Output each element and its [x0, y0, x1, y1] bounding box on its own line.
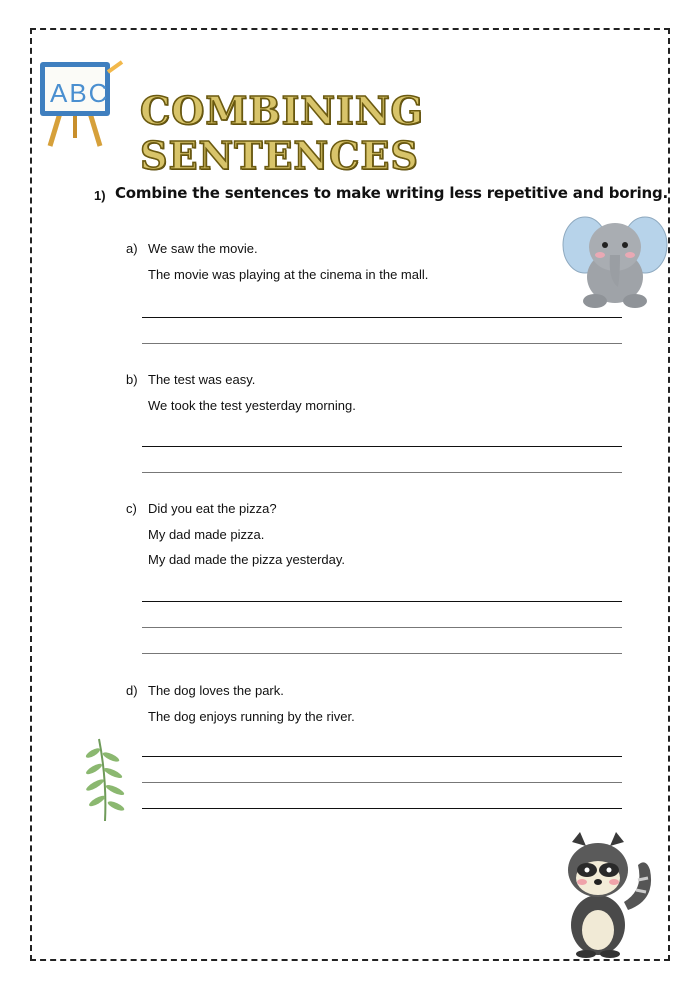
- elephant-icon: [560, 205, 670, 310]
- instruction-number: 1): [94, 188, 106, 203]
- answer-line-a-2[interactable]: [142, 343, 622, 344]
- worksheet-title: COMBINING SENTENCES: [140, 88, 424, 178]
- question-b-line-1: The test was easy.: [148, 372, 256, 387]
- answer-line-c-3[interactable]: [142, 653, 622, 654]
- question-c-line-1: Did you eat the pizza?: [148, 501, 277, 516]
- raccoon-icon: [558, 830, 658, 958]
- question-b-letter: b): [126, 372, 138, 387]
- answer-line-c-1[interactable]: [142, 601, 622, 602]
- question-a-letter: a): [126, 241, 138, 256]
- answer-line-b-1[interactable]: [142, 446, 622, 447]
- question-c-line-3: My dad made the pizza yesterday.: [148, 552, 346, 567]
- question-d-line-2: The dog enjoys running by the river.: [148, 709, 355, 724]
- answer-line-d-2[interactable]: [142, 782, 622, 783]
- question-c-letter: c): [126, 501, 137, 516]
- leaf-icon: [85, 735, 130, 823]
- question-d-letter: d): [126, 683, 138, 698]
- question-b-line-2: We took the test yesterday morning.: [148, 398, 356, 413]
- question-c-line-2: My dad made pizza.: [148, 527, 265, 542]
- abc-easel-icon: [38, 58, 128, 148]
- easel-abc-text: ABC: [50, 78, 110, 108]
- answer-line-d-3[interactable]: [142, 808, 622, 809]
- question-d-line-1: The dog loves the park.: [148, 683, 284, 698]
- question-a-line-2: The movie was playing at the cinema in the mall.: [148, 267, 429, 282]
- instruction-text: Combine the sentences to make writing less repetitive and boring.: [115, 184, 669, 202]
- answer-line-a-1[interactable]: [142, 317, 622, 318]
- answer-line-b-2[interactable]: [142, 472, 622, 473]
- answer-line-d-1[interactable]: [142, 756, 622, 757]
- question-a-line-1: We saw the movie.: [148, 241, 258, 256]
- answer-line-c-2[interactable]: [142, 627, 622, 628]
